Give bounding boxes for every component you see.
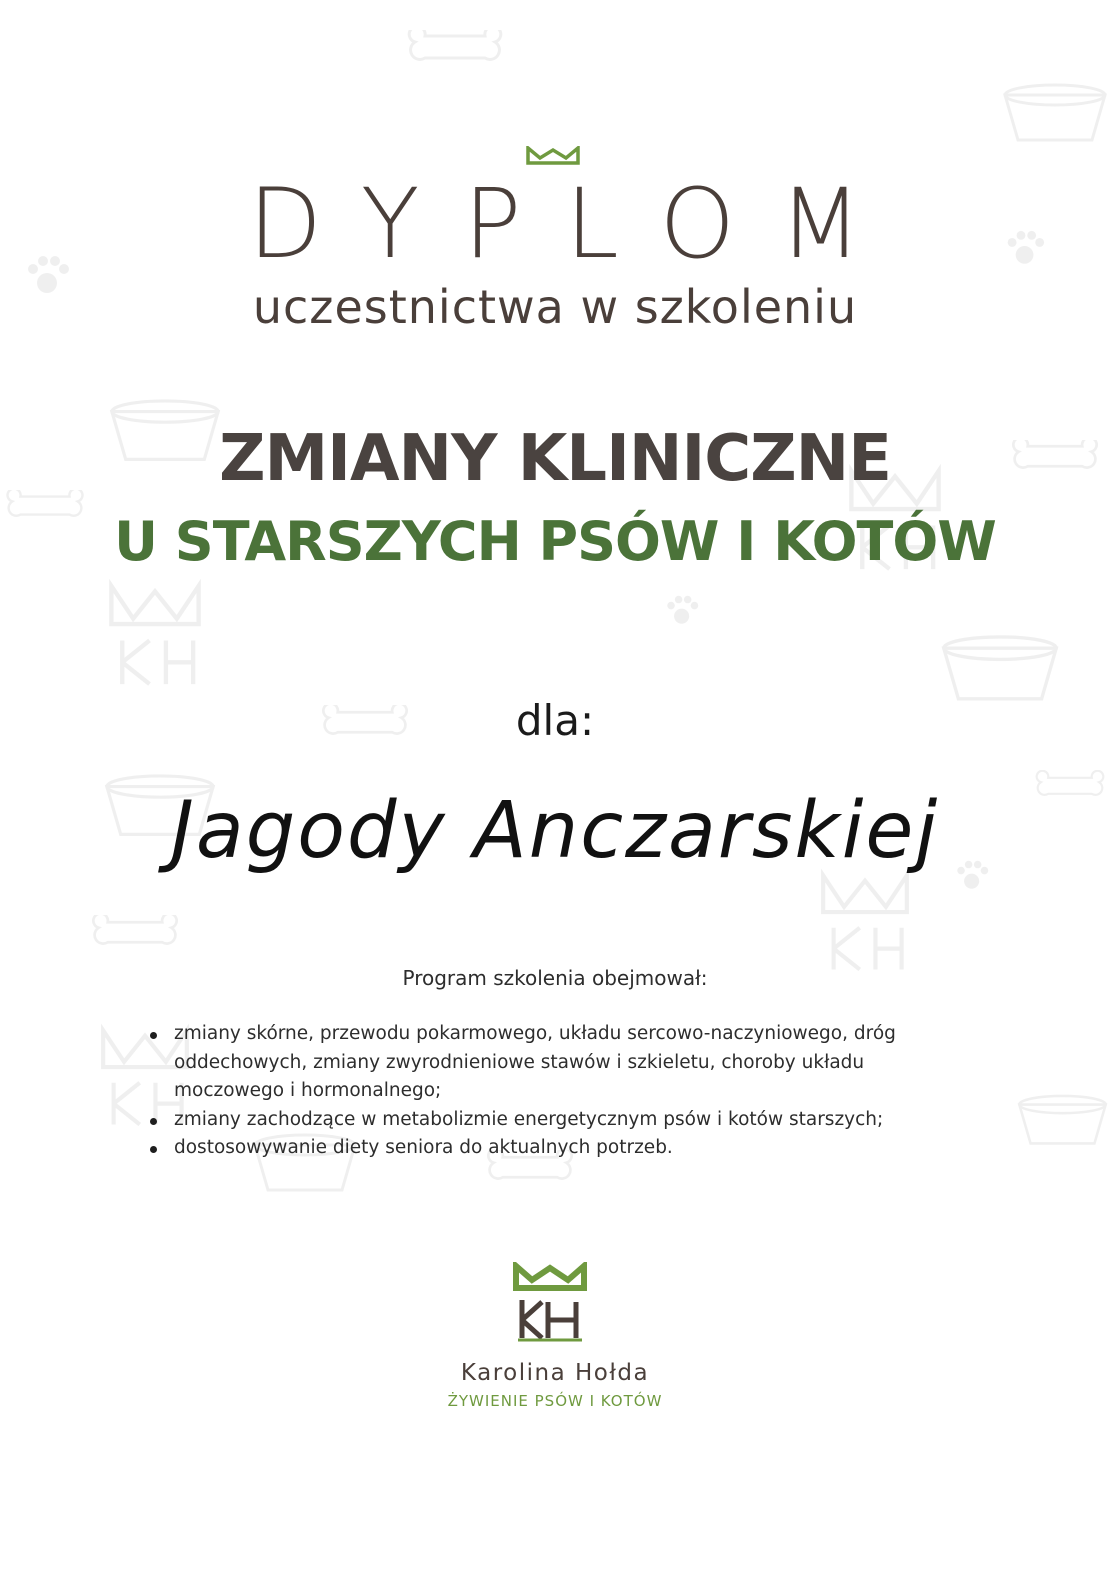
recipient-name: Jagody Anczarskiej <box>170 786 940 876</box>
crown-icon <box>526 146 580 166</box>
bone-icon <box>400 30 510 70</box>
bullet-icon <box>150 1032 157 1039</box>
list-item <box>150 1020 920 1106</box>
brand-logo-icon <box>512 1262 588 1344</box>
diploma-subtitle: uczestnictwa w szkoleniu <box>252 280 858 334</box>
list-item-text: zmiany zachodzące w metabolizmie energetycznym psów i kotów starszych; <box>174 1108 884 1130</box>
crown-logo-icon <box>100 575 210 695</box>
program-heading: Program szkolenia obejmował: <box>402 966 708 990</box>
bone-icon <box>85 915 185 955</box>
list-item-text: dostosowywanie diety seniora do aktualnych potrzeb. <box>174 1137 673 1158</box>
brand-name: Karolina Hołda <box>460 1360 650 1386</box>
paw-icon <box>665 595 699 629</box>
list-item <box>150 1106 920 1135</box>
course-title-line2: U STARSZYCH PSÓW I KOTÓW <box>114 510 996 573</box>
recipient-label: dla: <box>515 696 595 745</box>
bullet-icon <box>150 1146 157 1153</box>
list-item <box>150 1134 920 1163</box>
brand-tagline: ŻYWIENIE PSÓW I KOTÓW <box>447 1392 663 1410</box>
diploma-title: DYPLOM <box>248 168 906 280</box>
crown-logo-icon <box>810 865 920 980</box>
list-item-text: zmiany skórne, przewodu pokarmowego, układu sercowo-naczyniowego, dróg oddechowych, zmiany zwyrodnieniowe stawów i szkieletu, choroby układu moczowego i hormonalnego; <box>174 1023 896 1101</box>
program-list <box>150 1020 920 1163</box>
bowl-icon <box>1015 1080 1110 1155</box>
course-title-line1: ZMIANY KLINICZNE <box>219 422 891 496</box>
bullet-icon <box>150 1118 157 1125</box>
bowl-icon <box>1000 70 1110 150</box>
